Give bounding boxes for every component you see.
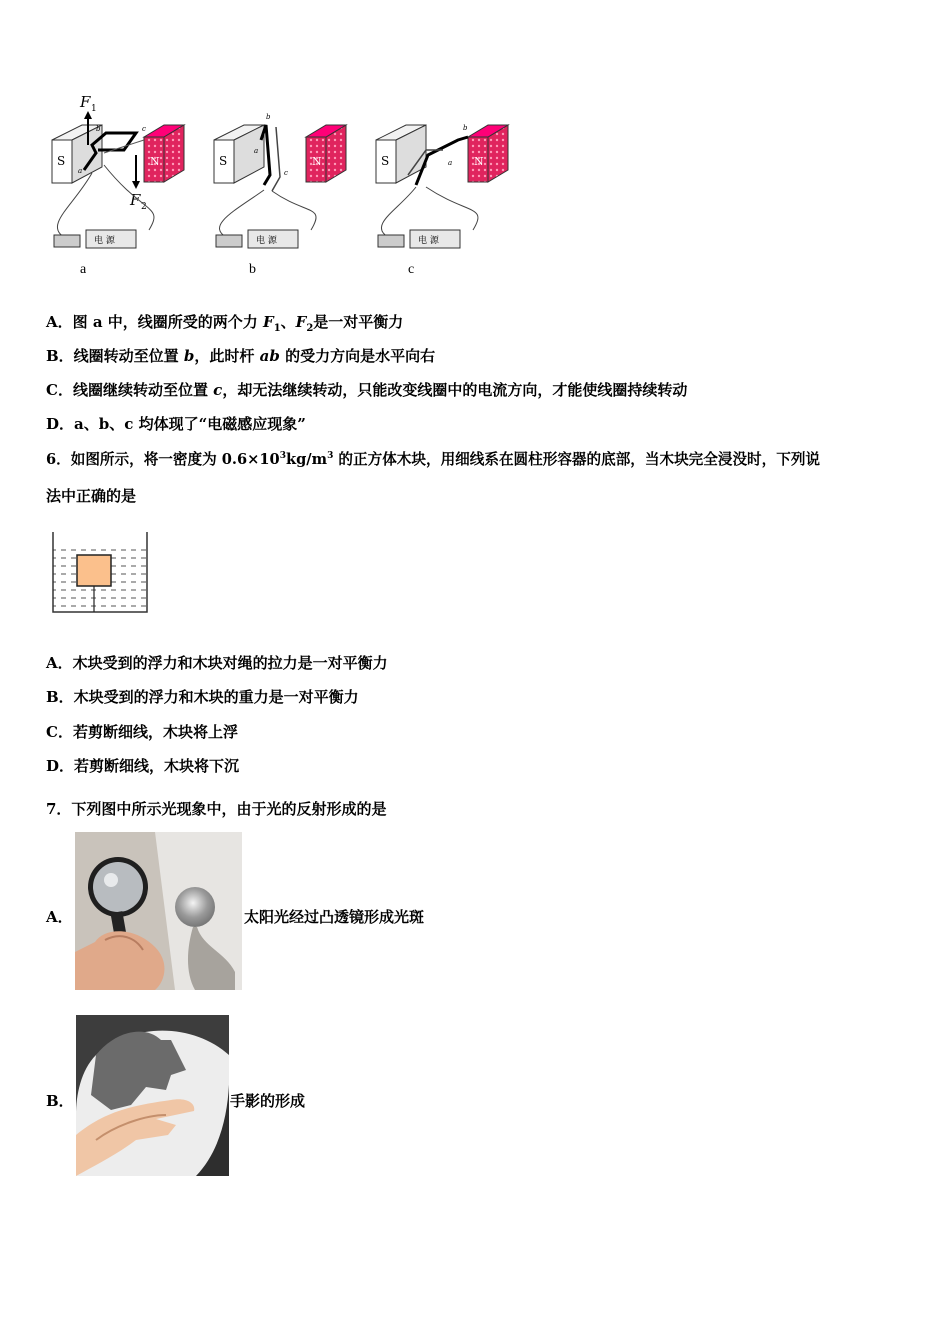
motor-diagram-figure bbox=[44, 95, 514, 285]
q6-stem-line2: 法中正确的是 bbox=[46, 487, 137, 505]
q7-option-b-text: 手影的形成 bbox=[230, 1092, 306, 1110]
point-a-label: a bbox=[254, 147, 259, 155]
point-b-label: b bbox=[463, 124, 468, 132]
q5-option-c: C．线圈继续转动至位置 c，却无法继续转动，只能改变线圈中的电流方向，才能使线圈持续转动 bbox=[46, 381, 688, 399]
q5-option-a: A．图 a 中，线圈所受的两个力 $F_1$、$F_2$是一对平衡力 bbox=[46, 313, 404, 334]
power-supply-label: 电 源 bbox=[256, 236, 277, 246]
diagram-panel-b bbox=[214, 113, 346, 248]
figure-caption-a: a bbox=[80, 262, 87, 277]
q6-option-c: C．若剪断细线，木块将上浮 bbox=[46, 723, 238, 741]
figure-caption-c: c bbox=[408, 262, 415, 277]
q5-option-b: B．线圈转动至位置 b，此时杆 ab 的受力方向是水平向右 bbox=[46, 347, 436, 365]
q7-option-a-text: 太阳光经过凸透镜形成光斑 bbox=[244, 908, 425, 926]
figure-caption-b: b bbox=[249, 262, 256, 277]
power-supply-label: 电 源 bbox=[94, 236, 115, 246]
point-a-label: a bbox=[78, 167, 83, 175]
point-c-label: c bbox=[142, 125, 146, 133]
s-pole-label: S bbox=[57, 154, 66, 168]
diagram-panel-c bbox=[376, 124, 508, 248]
f1-label: F bbox=[80, 95, 91, 111]
n-pole-label: N bbox=[150, 155, 160, 168]
q6-option-b: B．木块受到的浮力和木块的重力是一对平衡力 bbox=[46, 688, 359, 706]
q5-option-d: D．a、b、c 均体现了“电磁感应现象” bbox=[46, 415, 306, 433]
f2-label: F bbox=[130, 191, 141, 209]
container-block-figure bbox=[50, 530, 150, 616]
s-pole-label: S bbox=[219, 154, 228, 168]
point-b-label: b bbox=[266, 113, 271, 121]
f1-subscript: 1 bbox=[91, 104, 97, 114]
q6-stem-line1: 6．如图所示，将一密度为 $0.6\times 10^3kg/m^3$ 的正方体木块，用细线系在圆柱形容器的底部，当木块完全浸没时，下列说 bbox=[46, 451, 821, 468]
power-supply-label: 电 源 bbox=[418, 236, 439, 246]
q6-option-a: A．木块受到的浮力和木块对绳的拉力是一对平衡力 bbox=[46, 654, 388, 672]
q7-option-b-label: B． bbox=[46, 1092, 74, 1110]
s-pole-label: S bbox=[381, 154, 390, 168]
q7-stem: 7．下列图中所示光现象中，由于光的反射形成的是 bbox=[46, 800, 387, 818]
point-b-label: b bbox=[96, 125, 101, 133]
n-pole-label: N bbox=[312, 155, 322, 168]
point-a-label: a bbox=[448, 159, 453, 167]
magnifier-photo bbox=[75, 832, 242, 990]
hand-shadow-photo bbox=[76, 1015, 229, 1176]
diagram-panel-a bbox=[52, 95, 184, 248]
q6-option-d: D．若剪断细线，木块将下沉 bbox=[46, 757, 240, 775]
point-c-label: c bbox=[284, 169, 288, 177]
q7-option-a-label: A． bbox=[46, 908, 73, 926]
f2-subscript: 2 bbox=[141, 202, 147, 212]
n-pole-label: N bbox=[474, 155, 484, 168]
